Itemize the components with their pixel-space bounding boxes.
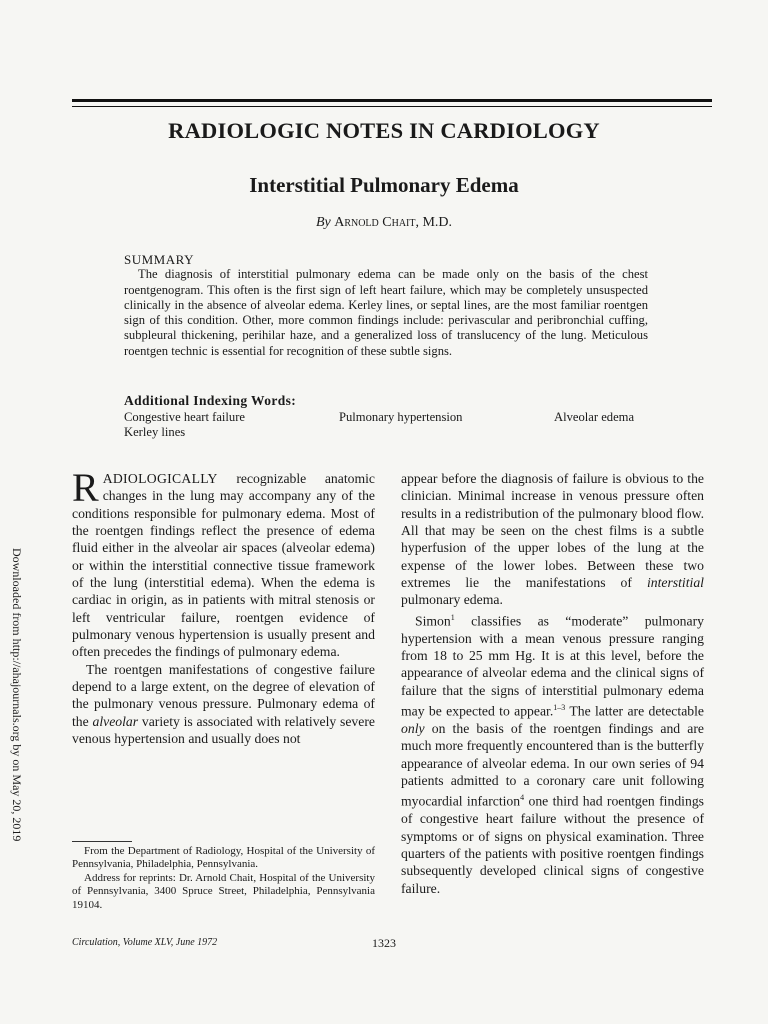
summary-text: The diagnosis of interstitial pulmonary edema can be made only on the basis of the chest roentgenogram. This often is the first sign of left heart failure, which may be completely unsuspected clinically in the absence of alveolar edema. Kerley lines, or septal lines, are the most familiar roentgen sign of this condition. Other, more common findings include: perivascular and peribronchial cuffing, subpleural thickening, perihilar haze, and a generalized loss of translucency of the lung. Meticulous roentgen technic is essential for recognition of these subtle signs.: [124, 267, 648, 358]
byline: [0, 215, 768, 231]
body-paragraph: [72, 465, 375, 661]
italic-term: alveolar: [92, 713, 139, 729]
paragraph-text: recognizable anatomic changes in the lung may accompany any of the conditions responsible for pulmonary edema. Most of the roentgen findings reflect the presence of edema fluid either in the alveolar air spaces (alveolar edema) or within the interstitial connective tissue framework of the lung (interstitial edema). When the edema is cardiac in origin, as in patients with mitral stenosis or left ventricular failure, roentgen evidence of pulmonary venous hypertension is usually present and often precedes the findings of pulmonary edema.: [72, 471, 375, 660]
body-paragraph: [72, 661, 375, 748]
header-rule-thin: [72, 106, 712, 107]
paragraph-text: one third had roentgen findings of congestive heart failure without the presence of symptoms or of signs on physical examination. Three quarters of the patients with positive roentgen findings subsequently developed clinical signs of congestive failure.: [401, 793, 704, 896]
indexing-heading: Additional Indexing Words:: [124, 393, 297, 408]
article-title: Interstitial Pulmonary Edema: [249, 173, 519, 197]
paragraph-text: appear before the diagnosis of failure is obvious to the clinician. Minimal increase in venous pressure often results in a redistribution of the pulmonary blood flow. All that may be seen on the chest films is a subtle hyperfusion of the upper lobes of the lung at the expense of the lower lobes. Between these two extremes lie the manifestations of: [401, 471, 704, 591]
page-number: 1323: [372, 936, 396, 950]
paragraph-text: pulmonary edema.: [401, 592, 503, 608]
summary-heading: SUMMARY: [124, 252, 194, 267]
download-note: Downloaded from http://ahajournals.org by on May 20, 2019: [10, 548, 24, 842]
indexing-row: [124, 425, 648, 440]
body-paragraph: [401, 470, 704, 609]
footnotes: [72, 845, 375, 912]
footnote-reprints: Address for reprints: Dr. Arnold Chait, Hospital of the University of Pennsylvania, 3400 Spruce Street, Philadelphia, Pennsylvania 19104.: [72, 871, 375, 911]
paragraph-text: The roentgen manifestations of congestive failure depend to a large extent, on the degree of elevation of the pulmonary venous pressure. Pulmonary edema of the: [72, 661, 375, 729]
italic-term: interstitial: [646, 575, 704, 591]
indexing-term: Alveolar edema: [554, 410, 635, 424]
paragraph-text: variety is associated with relatively severe venous hypertension and usually does not: [72, 713, 375, 747]
journal-reference: Circulation, Volume XLV, June 1972: [72, 937, 218, 948]
indexing-row: [124, 410, 648, 425]
citation-ref: 4: [520, 793, 525, 803]
summary-block: [124, 252, 648, 359]
indexing-term: Kerley lines: [124, 425, 186, 439]
byline-degree: , M.D.: [415, 215, 453, 230]
citation-ref: 1–3: [553, 703, 566, 713]
lead-word: ADIOLOGICALLY: [102, 471, 218, 486]
byline-author: Arnold Chait: [334, 215, 416, 230]
drop-cap: R: [72, 465, 99, 510]
body-paragraph: [401, 609, 704, 897]
indexing-term: Pulmonary hypertension: [339, 410, 463, 424]
paragraph-text: The latter are detectable: [565, 703, 704, 719]
italic-term: only: [401, 720, 425, 736]
byline-by: By: [315, 215, 331, 230]
citation-ref: 1: [450, 612, 455, 622]
body-column-right: [401, 470, 704, 897]
paragraph-text: classifies as “moderate” pulmonary hypertension with a mean venous pressure ranging from 18 to 25 mm Hg. It is at this level, before the appearance of alveolar edema and the clinical signs of failure that the signs of interstitial pulmonary edema may be expected to appear.: [401, 613, 704, 719]
footnote-rule: [72, 841, 132, 842]
paragraph-text: Simon: [415, 613, 451, 629]
body-column-left: [72, 465, 375, 748]
footnote-affiliation: From the Department of Radiology, Hospital of the University of Pennsylvania, Philadelphia, Pennsylvania.: [72, 845, 375, 871]
paragraph-text: on the basis of the roentgen findings and are much more frequently encountered than is the butterfly appearance of alveolar edema. In our own series of 94 patients admitted to a coronary care unit following myocardial infarction: [401, 720, 704, 809]
header-rule-thick: [72, 99, 712, 102]
indexing-term: Congestive heart failure: [124, 410, 245, 424]
section-title: RADIOLOGIC NOTES IN CARDIOLOGY: [168, 118, 600, 143]
indexing-block: [124, 393, 648, 440]
